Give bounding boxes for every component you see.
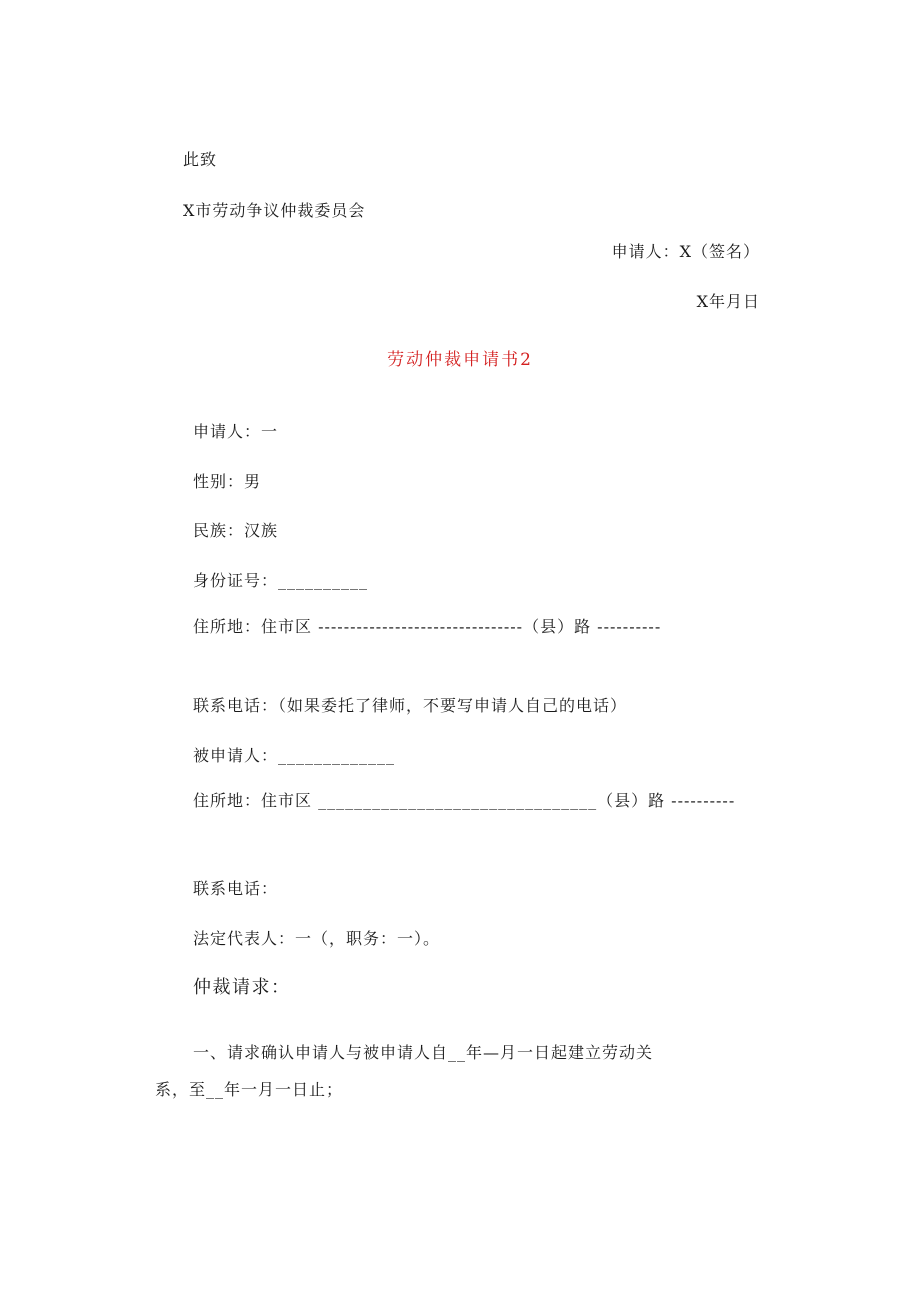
respondent-address: 住所地：住市区 _______________________________（县）路 ---------- [193,791,736,810]
applicant-address: 住所地：住市区 --------------------------------（县）路 ---------- [193,617,662,636]
applicant-name: 申请人：一 [193,422,279,441]
claim-item-1-line-2: 系，至__年一月一日止； [155,1080,344,1099]
applicant-ethnicity: 民族：汉族 [193,521,279,540]
respondent-name: 被申请人：_____________ [193,746,396,765]
closing-signature: 申请人：X（签名） [611,242,760,261]
applicant-id-number: 身份证号：__________ [193,571,369,590]
respondent-legal-rep: 法定代表人：一（，职务：一）。 [193,929,441,948]
closing-salutation: 此致 [183,150,218,169]
claim-item-1-line-1: 一、请求确认申请人与被申请人自__年—月一日起建立劳动关 [193,1043,654,1062]
closing-date: X年月日 [696,292,760,311]
applicant-phone: 联系电话：（如果委托了律师，不要写申请人自己的电话） [193,696,628,715]
closing-recipient: X市劳动争议仲裁委员会 [183,201,366,220]
document-title: 劳动仲裁申请书2 [387,350,533,370]
claims-heading: 仲裁请求： [193,977,291,998]
applicant-gender: 性别：男 [193,472,262,491]
respondent-phone: 联系电话： [193,879,279,898]
